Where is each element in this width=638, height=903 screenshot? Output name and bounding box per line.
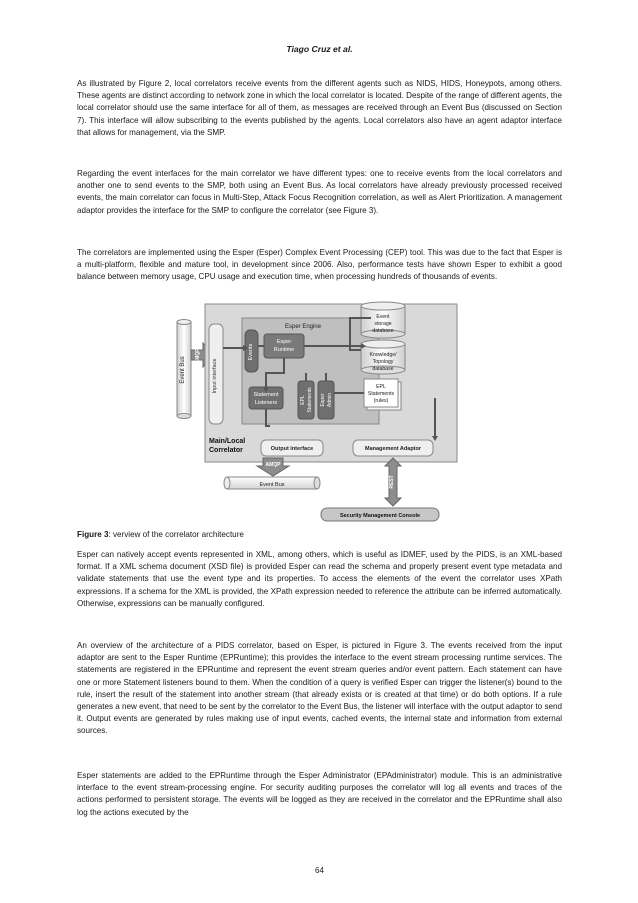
amqp-left-label: AMQP: [195, 348, 201, 364]
paragraph-1: As illustrated by Figure 2, local correlators receive events from the different agents such as NIDS, HIDS, Honeypots, among others. These agents are distinct according to network zone in which the local correlator is located. Despite of the range of different agents, the local correlator should use the same interface for all of them, as messages are received through an Event Bus (discussed on Section 7). This interface will allow subscribing to the events published by the agents. Local correlators also have an agent adaptor interface that allows for management, via the SMP.: [77, 79, 562, 137]
svg-text:Event: Event: [376, 314, 390, 320]
svg-text:Statement: Statement: [253, 392, 279, 398]
svg-text:Statements: Statements: [367, 391, 395, 397]
caption-text: : verview of the correlator architecture: [108, 530, 244, 539]
main-local-label-2: Correlator: [209, 447, 243, 454]
main-local-label-1: Main/Local: [209, 438, 246, 445]
svg-text:Output interface: Output interface: [270, 446, 314, 452]
svg-text:Knowledge/: Knowledge/: [369, 352, 397, 358]
epl-statements-rules-document: [364, 379, 401, 410]
event-bus-left: [177, 320, 191, 419]
svg-text:Input interface: Input interface: [212, 358, 218, 394]
svg-text:database: database: [372, 328, 394, 334]
paragraph-3: The correlators are implemented using the Esper (Esper) Complex Event Processing (CEP) tool. This was due to the fact that Esper is a multi-platform, flexible and mature tool, in development since 2006. Also, performance tests have shown Esper to exhibit a good balance between memory usage, CPU usage and execution time, when processing hundreds of thousands of events.: [77, 248, 562, 282]
esper-admin-box: [318, 381, 334, 419]
svg-text:Events: Events: [248, 343, 254, 361]
figure-caption: [77, 530, 244, 539]
paragraph-2: Regarding the event interfaces for the main correlator we have different types: one to receive events from the local correlators and another one to send events to the SMP, both using an Event Bus. As local correlators have already previously processed received events, the main correlator can focus in Multi-Step, Attack Focus Recognition correlation, as well as Alert Prioritization. A management adaptor provides the interface for the SMP to configure the correlator (see Figure 3).: [77, 169, 562, 215]
security-management-console: [321, 508, 439, 521]
paragraph-5: An overview of the architecture of a PIDS correlator, based on Esper, is pictured in Figure 3. The events received from the input adaptor are sent to the Esper Runtime (EPRuntime); this provides the interface to the event stream processing runtime services. The statements are registered in the EPRuntime and represent the event stream queries and/or event pattern. Each statement can have one or more Statement listeners bound to them. When the condition of a query is verified Esper can trigger the listener(s) bound to the rule, insert the result of the statement into another stream (that already exists or is created at that time) or do both options. If a rule generates a new event, that need to be sent by the correlator to the Event Bus, the listener will interface with the output adaptor to send it. Output events are generated by rules making use of input events, cached events, the internal state and information from external sources.: [77, 641, 562, 736]
svg-text:(rules): (rules): [373, 398, 389, 404]
management-adaptor: [353, 440, 433, 456]
esper-engine-label: Esper Engine: [285, 324, 322, 330]
svg-text:storage: storage: [374, 321, 392, 327]
svg-text:Esper: Esper: [276, 339, 292, 345]
svg-text:Management Adaptor: Management Adaptor: [364, 446, 422, 452]
event-bus-bottom: [224, 477, 320, 489]
epl-statements-inner: [298, 381, 314, 419]
events-box: [245, 330, 258, 372]
event-storage-database: [361, 302, 405, 338]
knowledge-topology-database: [361, 340, 405, 374]
page-number: 64: [314, 866, 324, 875]
svg-text:database: database: [372, 366, 394, 372]
svg-text:Statements: Statements: [307, 387, 313, 413]
svg-text:Admin: Admin: [327, 392, 333, 408]
svg-text:Esper: Esper: [320, 393, 326, 407]
figure-correlator-architecture: [175, 298, 465, 530]
svg-text:REST: REST: [389, 475, 395, 489]
svg-text:Topology: Topology: [372, 359, 394, 365]
svg-text:Listeners: Listeners: [254, 400, 278, 406]
svg-text:Security Management Console: Security Management Console: [339, 513, 421, 519]
input-interface: [209, 324, 223, 424]
esper-runtime-box: [264, 334, 304, 358]
svg-text:Runtime: Runtime: [273, 347, 295, 353]
rest-arrow: [385, 458, 401, 506]
paragraph-4: Esper can natively accept events represented in XML, among others, which is useful as IDMEF, used by the PIDS, is an XML-based format. If a XML schema document (XSD file) is provided Esper can read the schema and properly present event type metadata and validate statements that use the event type and its properties. To access the elements of the event the correlator uses XPath expressions. If a schema for the XML is provided, the XPath expression needed to reference the attribute can be inferred automatically. Otherwise, expressions can be manually configured.: [77, 550, 562, 608]
svg-text:EPL: EPL: [300, 395, 306, 405]
svg-text:Event Bus: Event Bus: [259, 482, 285, 488]
svg-text:EPL: EPL: [376, 384, 386, 390]
paragraph-6: Esper statements are added to the EPRuntime through the Esper Administrator (EPAdministrator) module. This is an administrative interface to the event stream-processing engine. For security auditing purposes the correlator will log all events and traces of the actions performed to persistent storage. The events will be logged as they are received in the correlator and the EPRuntime shall also log the actions executed by the: [77, 771, 562, 817]
running-head: Tiago Cruz et al.: [286, 44, 353, 54]
svg-text:AMQP: AMQP: [265, 462, 281, 468]
output-interface: [261, 440, 323, 456]
event-bus-left-label: Event Bus: [180, 356, 186, 384]
caption-label: Figure 3: [77, 530, 109, 539]
